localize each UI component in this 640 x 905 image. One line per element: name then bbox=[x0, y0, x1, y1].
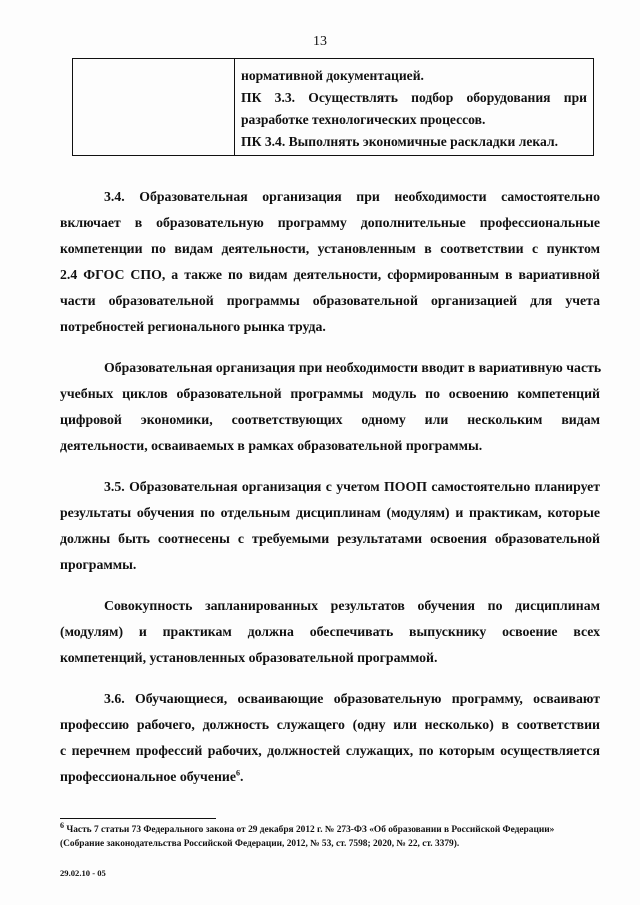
text-line: 3.5. Образовательная организация с учетом ПООП самостоятельно планирует bbox=[104, 478, 600, 494]
text-line: 3.4. Образовательная организация при необходимости самостоятельно bbox=[104, 189, 600, 204]
text-line: программы. bbox=[60, 557, 137, 573]
text-line: Совокупность запланированных результатов обучения по дисциплинам bbox=[104, 597, 600, 613]
footnote-text: Часть 7 статьи 73 Федерального закона от 29 декабря 2012 г. № 273-ФЗ «Об образовании в Российской Федерации» bbox=[64, 825, 555, 835]
document-code: 29.02.10 - 05 bbox=[60, 868, 106, 878]
text-line: результаты обучения по отдельным дисциплинам (модулям) и практикам, которые bbox=[60, 505, 600, 521]
text-line bbox=[60, 764, 600, 790]
table-left-cell bbox=[73, 59, 235, 155]
footnote-reference: 6 bbox=[235, 768, 240, 778]
text-line: профессию рабочего, должность служащего (одну или несколько) в соответствии bbox=[60, 716, 600, 732]
table-line: разработке технологических процессов. bbox=[241, 112, 486, 127]
text-line: цифровой экономики, соответствующих одному или нескольким видам bbox=[60, 412, 600, 428]
text-line: включает в образовательную программу дополнительные профессиональные bbox=[60, 215, 600, 231]
table-line: ПК 3.4. Выполнять экономичные раскладки лекал. bbox=[241, 134, 558, 149]
text-line: компетенции по видам деятельности, установленным в соответствии с пунктом bbox=[60, 241, 600, 257]
text-line: Образовательная организация при необходимости вводит в вариативную часть bbox=[104, 360, 602, 376]
text-line: (модулям) и практикам должна обеспечивать выпускнику освоение всех bbox=[60, 623, 600, 639]
footnote bbox=[60, 820, 610, 851]
text-line-content: профессиональное обучение bbox=[60, 768, 236, 784]
text-line: потребностей регионального рынка труда. bbox=[60, 319, 326, 335]
footnote-line bbox=[60, 820, 610, 837]
paragraph-learning-outcomes bbox=[60, 593, 600, 671]
table-line: ПК 3.3. Осуществлять подбор оборудования при bbox=[241, 90, 587, 105]
paragraph-digital-economy bbox=[60, 355, 600, 459]
paragraph-3-5 bbox=[60, 474, 600, 578]
footnote-marker: 6 bbox=[60, 820, 64, 830]
text-line: с перечнем профессий рабочих, должностей служащих, по которым осуществляется bbox=[60, 742, 600, 758]
paragraph-3-4 bbox=[60, 184, 600, 341]
footnote-separator bbox=[60, 818, 216, 819]
text-line: деятельности, осваиваемых в рамках образовательной программы. bbox=[60, 438, 483, 454]
text-line: части образовательной программы образовательной организацией для учета bbox=[60, 293, 600, 309]
text-line: должны быть соотнесены с требуемыми результатами освоения образовательной bbox=[60, 531, 600, 547]
text-line: компетенций, установленных образовательной программой. bbox=[60, 650, 438, 665]
sentence-end: . bbox=[239, 768, 244, 784]
footnote-line: (Собрание законодательства Российской Федерации, 2012, № 53, ст. 7598; 2020, № 22, ст. 3379). bbox=[60, 839, 460, 849]
text-line: учебных циклов образовательной программы модуль по освоению компетенций bbox=[60, 386, 600, 402]
text-line: 3.6. Обучающиеся, осваивающие образовательную программу, осваивают bbox=[104, 690, 600, 706]
competency-table-fragment bbox=[72, 58, 594, 156]
body-text bbox=[60, 184, 600, 804]
paragraph-3-6 bbox=[60, 686, 600, 790]
table-right-cell bbox=[241, 65, 587, 153]
page-number: 13 bbox=[313, 34, 327, 49]
text-line: 2.4 ФГОС СПО, а также по видам деятельности, сформированным в вариативной bbox=[60, 267, 600, 283]
table-line: нормативной документацией. bbox=[241, 68, 424, 83]
